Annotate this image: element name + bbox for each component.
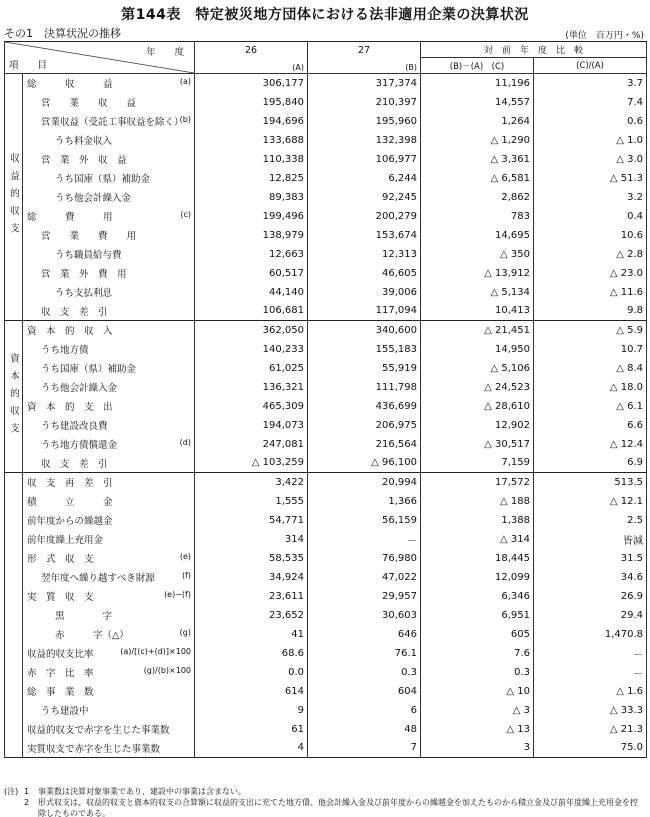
cell-c: △ 1,290 <box>421 131 534 150</box>
table-row <box>5 492 647 511</box>
row-label-text: 営 業 外 収 益 <box>41 155 127 166</box>
cell-b: 317,374 <box>308 74 421 93</box>
row-note: (a) <box>179 77 191 86</box>
footnotes <box>4 786 646 817</box>
cell-d: △ 51.3 <box>534 169 647 188</box>
cell-c: △ 3 <box>421 701 534 720</box>
cell-c: 12,902 <box>421 416 534 435</box>
row-label-text: 実質収支で赤字を生じた事業数 <box>27 743 161 755</box>
cell-b: 210,397 <box>308 93 421 112</box>
cell-d: 29.4 <box>534 606 647 625</box>
row-label <box>23 302 195 321</box>
cell-a: 58,535 <box>195 549 308 568</box>
cell-b: 12,313 <box>308 245 421 264</box>
row-label <box>23 188 195 207</box>
cell-a: 3,422 <box>195 473 308 492</box>
row-label-text: 翌年度へ繰り越すべき財源 <box>41 573 155 584</box>
cell-d: △ 8.4 <box>534 359 647 378</box>
row-label-text: うち他会計繰入金 <box>55 193 132 204</box>
row-label-text: 収 支 差 引 <box>41 306 108 318</box>
row-label <box>23 625 195 644</box>
cell-c: △ 13,912 <box>421 264 534 283</box>
cell-a: 60,517 <box>195 264 308 283</box>
row-label <box>23 93 195 112</box>
row-label <box>23 606 195 625</box>
cell-a: 61,025 <box>195 359 308 378</box>
row-label <box>23 530 195 549</box>
cell-c: 11,196 <box>421 74 534 93</box>
cell-a: 61 <box>195 720 308 739</box>
cell-a: 110,338 <box>195 150 308 169</box>
cell-d: 10.6 <box>534 226 647 245</box>
cell-a: 54,771 <box>195 511 308 530</box>
table-row <box>5 321 647 340</box>
cell-a: 34,924 <box>195 568 308 587</box>
table-row <box>5 454 647 473</box>
cell-c: △ 30,517 <box>421 435 534 454</box>
header-comp-diff: (B)－(A) (C) <box>421 58 534 74</box>
cell-d: － <box>534 663 647 682</box>
header-comparison: 対 前 年 度 比 較 <box>421 42 647 58</box>
cell-d: 皆減 <box>534 530 647 549</box>
unit-label: (単位 百万円・%) <box>565 31 644 41</box>
cell-c: △ 28,610 <box>421 397 534 416</box>
table-row <box>5 245 647 264</box>
table-row <box>5 264 647 283</box>
cell-a: 140,233 <box>195 340 308 359</box>
row-label <box>23 245 195 264</box>
cell-a: 12,825 <box>195 169 308 188</box>
row-label <box>23 207 195 226</box>
table-row <box>5 340 647 359</box>
cell-c: 7.6 <box>421 644 534 663</box>
cell-d: △ 3.0 <box>534 150 647 169</box>
row-label <box>23 359 195 378</box>
row-label-text: うち料金収入 <box>55 136 113 147</box>
cell-b: 39,006 <box>308 283 421 302</box>
cell-c: 605 <box>421 625 534 644</box>
table-row <box>5 625 647 644</box>
cell-d: 6.9 <box>534 454 647 473</box>
row-label-text: 赤 字（△） <box>55 630 129 641</box>
row-label <box>23 492 195 511</box>
row-label <box>23 739 195 758</box>
cell-a: 12,663 <box>195 245 308 264</box>
cell-d: 0.6 <box>534 112 647 131</box>
cell-d: 6.6 <box>534 416 647 435</box>
cell-d: 26.9 <box>534 587 647 606</box>
header-col-a-tag: (A) <box>292 63 304 72</box>
row-note: (g) <box>179 627 191 637</box>
table-row <box>5 549 647 568</box>
cell-c: 14,557 <box>421 93 534 112</box>
table-row <box>5 169 647 188</box>
row-label <box>23 378 195 397</box>
cell-c: 1,388 <box>421 511 534 530</box>
cell-b: 200,279 <box>308 207 421 226</box>
row-label <box>23 473 195 492</box>
cell-b: 155,183 <box>308 340 421 359</box>
cell-a: 23,611 <box>195 587 308 606</box>
row-label-text: 前年度繰上充用金 <box>27 535 104 546</box>
row-label <box>23 264 195 283</box>
table-row <box>5 739 647 758</box>
cell-b: 29,957 <box>308 587 421 606</box>
table-row <box>5 397 647 416</box>
cell-a: △ 103,259 <box>195 454 308 473</box>
row-label <box>23 397 195 416</box>
row-label <box>23 454 195 473</box>
row-note: (a)/[(c)+(d)]×100 <box>120 646 191 656</box>
table-row <box>5 131 647 150</box>
row-label-text: 総 事 業 数 <box>27 687 94 698</box>
row-label-text: 総 費 用 <box>27 212 113 223</box>
cell-c: 10,413 <box>421 302 534 321</box>
cell-b: 0.3 <box>308 663 421 682</box>
row-label <box>23 112 195 131</box>
cell-a: 306,177 <box>195 74 308 93</box>
cell-d: 2.5 <box>534 511 647 530</box>
row-label-text: 営業収益（受託工事収益を除く） <box>41 117 184 128</box>
page-title: 第144表 特定被災地方団体における法非適用企業の決算状況 <box>121 7 529 23</box>
cell-b: 340,600 <box>308 321 421 340</box>
table-row <box>5 74 647 93</box>
cell-d: △ 18.0 <box>534 378 647 397</box>
header-col-a <box>195 42 308 74</box>
cell-d: 75.0 <box>534 739 647 758</box>
row-label-text: 黒 字 <box>55 611 113 622</box>
cell-a: 106,681 <box>195 302 308 321</box>
table-row <box>5 188 647 207</box>
row-label-text: うち国庫（県）補助金 <box>41 364 137 375</box>
row-note: (e) <box>179 551 191 561</box>
cell-d: △ 12.1 <box>534 492 647 511</box>
cell-c: 1,264 <box>421 112 534 131</box>
cell-d: △ 5.9 <box>534 321 647 340</box>
cell-d: △ 6.1 <box>534 397 647 416</box>
row-label-text: うち地方債 <box>41 345 89 356</box>
table-row <box>5 226 647 245</box>
cell-c: △ 5,106 <box>421 359 534 378</box>
cell-c: 17,572 <box>421 473 534 492</box>
table-row <box>5 93 647 112</box>
row-note: (c) <box>180 209 191 219</box>
cell-d: 31.5 <box>534 549 647 568</box>
cell-c: △ 3,361 <box>421 150 534 169</box>
row-label-text: 積 立 金 <box>27 497 113 508</box>
cell-a: 247,081 <box>195 435 308 454</box>
header-row-1 <box>5 42 647 58</box>
row-label <box>23 340 195 359</box>
row-label <box>23 131 195 150</box>
footnote-key: (注) <box>4 787 19 796</box>
row-label-text: 収 支 差 引 <box>41 458 108 470</box>
cell-b: 646 <box>308 625 421 644</box>
table-row <box>5 511 647 530</box>
row-label-text: 収益的収支比率 <box>27 649 94 660</box>
table-row <box>5 378 647 397</box>
cell-b: 6 <box>308 701 421 720</box>
cell-d: 34.6 <box>534 568 647 587</box>
row-label-text: うち国庫（県）補助金 <box>55 174 151 185</box>
cell-b: 106,977 <box>308 150 421 169</box>
cell-b: 56,159 <box>308 511 421 530</box>
cell-a: 44,140 <box>195 283 308 302</box>
cell-a: 194,073 <box>195 416 308 435</box>
cell-a: 4 <box>195 739 308 758</box>
row-label-text: 前年度からの繰越金 <box>27 516 113 527</box>
row-label-text: 実 質 収 支 <box>27 592 94 603</box>
table-row <box>5 720 647 739</box>
cell-d: 10.7 <box>534 340 647 359</box>
cell-d: △ 1.6 <box>534 682 647 701</box>
cell-c: △ 10 <box>421 682 534 701</box>
footnote-1 <box>4 786 646 797</box>
cell-d: 513.5 <box>534 473 647 492</box>
cell-d: 3.2 <box>534 188 647 207</box>
row-label <box>23 587 195 606</box>
cell-c: △ 188 <box>421 492 534 511</box>
row-label <box>23 283 195 302</box>
row-label-text: うち建設改良費 <box>41 421 108 432</box>
cell-b: 20,994 <box>308 473 421 492</box>
row-label <box>23 568 195 587</box>
cell-b: － <box>308 530 421 549</box>
row-label-text: 収 支 再 差 引 <box>27 478 113 490</box>
cell-c: 2,862 <box>421 188 534 207</box>
row-label-text: 営 業 外 費 用 <box>41 269 127 280</box>
cell-d: 0.4 <box>534 207 647 226</box>
cell-c: △ 350 <box>421 245 534 264</box>
cell-c: △ 13 <box>421 720 534 739</box>
cell-c: 783 <box>421 207 534 226</box>
cell-d: △ 21.3 <box>534 720 647 739</box>
footnote-number: 1 <box>24 787 30 796</box>
header-corner <box>5 42 195 74</box>
cell-b: 436,699 <box>308 397 421 416</box>
section-side-label: 収益的収支 <box>5 74 23 321</box>
row-label-text: うち支払利息 <box>55 288 113 299</box>
cell-b: 7 <box>308 739 421 758</box>
cell-d: △ 12.4 <box>534 435 647 454</box>
cell-c: 3 <box>421 739 534 758</box>
settlement-table <box>4 41 647 758</box>
row-label-text: 営 業 費 用 <box>41 231 137 242</box>
section-side-label: 資本的収支 <box>5 321 23 473</box>
header-col-a-year: 26 <box>244 45 258 56</box>
header-col-b <box>308 42 421 74</box>
row-label <box>23 549 195 568</box>
cell-c: △ 6,581 <box>421 169 534 188</box>
cell-c: 0.3 <box>421 663 534 682</box>
row-label <box>23 644 195 663</box>
row-note: (d) <box>179 437 191 447</box>
footnote-2 <box>4 797 646 817</box>
row-label-text: うち他会計繰入金 <box>41 383 118 394</box>
row-label <box>23 701 195 720</box>
row-label <box>23 720 195 739</box>
cell-b: 604 <box>308 682 421 701</box>
row-note: (f) <box>181 570 191 580</box>
row-label <box>23 682 195 701</box>
header-comp-ratio: (C)/(A) <box>534 58 647 74</box>
header-col-b-year: 27 <box>357 45 371 56</box>
cell-a: 0.0 <box>195 663 308 682</box>
cell-b: 48 <box>308 720 421 739</box>
cell-d: △ 2.8 <box>534 245 647 264</box>
table-row <box>5 150 647 169</box>
table-row <box>5 283 647 302</box>
row-label-text: うち建設中 <box>41 706 89 717</box>
row-label-text: 資 本 的 収 入 <box>27 326 113 338</box>
cell-d: △ 11.6 <box>534 283 647 302</box>
cell-a: 195,840 <box>195 93 308 112</box>
row-label <box>23 74 195 93</box>
cell-a: 136,321 <box>195 378 308 397</box>
table-row <box>5 682 647 701</box>
table-row <box>5 568 647 587</box>
cell-c: 18,445 <box>421 549 534 568</box>
row-label-text: 形 式 収 支 <box>27 554 94 565</box>
cell-b: 55,919 <box>308 359 421 378</box>
cell-a: 1,555 <box>195 492 308 511</box>
row-label <box>23 511 195 530</box>
cell-b: 6,244 <box>308 169 421 188</box>
cell-b: 216,564 <box>308 435 421 454</box>
row-label <box>23 435 195 454</box>
cell-d: 7.4 <box>534 93 647 112</box>
row-label-text: 赤 字 比 率 <box>27 668 94 679</box>
row-note: (e)−(f) <box>164 589 191 599</box>
header-year-label: 年 度 <box>145 47 184 58</box>
cell-a: 133,688 <box>195 131 308 150</box>
cell-d: 9.8 <box>534 302 647 321</box>
table-row <box>5 302 647 321</box>
table-row <box>5 207 647 226</box>
cell-c: 6,951 <box>421 606 534 625</box>
cell-d: △ 23.0 <box>534 264 647 283</box>
row-label-text: 資 本 的 支 出 <box>27 402 113 413</box>
table-row <box>5 435 647 454</box>
row-note: (b) <box>179 114 191 124</box>
table-row <box>5 701 647 720</box>
table-row <box>5 416 647 435</box>
cell-b: 195,960 <box>308 112 421 131</box>
cell-a: 362,050 <box>195 321 308 340</box>
row-label-text: うち地方債償還金 <box>41 440 118 451</box>
table-row <box>5 587 647 606</box>
cell-a: 194,696 <box>195 112 308 131</box>
table-row <box>5 663 647 682</box>
row-label <box>23 321 195 340</box>
row-label-text: 営 業 収 益 <box>41 98 137 109</box>
cell-b: 1,366 <box>308 492 421 511</box>
cell-a: 68.6 <box>195 644 308 663</box>
row-label <box>23 169 195 188</box>
cell-a: 199,496 <box>195 207 308 226</box>
footnote-text: 事業数は決算対象事業であり、建設中の事業は含まない。 <box>38 787 246 796</box>
table-row <box>5 530 647 549</box>
cell-a: 138,979 <box>195 226 308 245</box>
section-side-label <box>5 473 23 758</box>
cell-d: － <box>534 644 647 663</box>
cell-c: △ 21,451 <box>421 321 534 340</box>
cell-c: 14,950 <box>421 340 534 359</box>
cell-a: 614 <box>195 682 308 701</box>
cell-d: 3.7 <box>534 74 647 93</box>
cell-a: 41 <box>195 625 308 644</box>
cell-b: 111,798 <box>308 378 421 397</box>
cell-a: 9 <box>195 701 308 720</box>
cell-b: 92,245 <box>308 188 421 207</box>
cell-c: 14,695 <box>421 226 534 245</box>
cell-a: 465,309 <box>195 397 308 416</box>
cell-b: 76.1 <box>308 644 421 663</box>
row-label <box>23 416 195 435</box>
row-label <box>23 663 195 682</box>
row-label-text: 総 収 益 <box>27 79 113 91</box>
cell-c: 6,346 <box>421 587 534 606</box>
cell-d: △ 33.3 <box>534 701 647 720</box>
cell-c: △ 24,523 <box>421 378 534 397</box>
table-row <box>5 606 647 625</box>
cell-c: △ 314 <box>421 530 534 549</box>
header-col-b-tag: (B) <box>405 63 417 72</box>
footnote-number: 2 <box>24 798 30 807</box>
cell-b: △ 96,100 <box>308 454 421 473</box>
cell-d: 1,470.8 <box>534 625 647 644</box>
cell-b: 117,094 <box>308 302 421 321</box>
row-label-text: うち職員給与費 <box>55 250 122 261</box>
row-label-text: 収益的収支で赤字を生じた事業数 <box>27 725 170 736</box>
row-label <box>23 150 195 169</box>
cell-d: △ 1.0 <box>534 131 647 150</box>
table-row <box>5 359 647 378</box>
cell-b: 46,605 <box>308 264 421 283</box>
cell-c: △ 5,134 <box>421 283 534 302</box>
cell-a: 89,383 <box>195 188 308 207</box>
table-row <box>5 644 647 663</box>
row-label <box>23 226 195 245</box>
cell-a: 23,652 <box>195 606 308 625</box>
subtitle: その1 決算状況の推移 <box>4 27 121 40</box>
table-row <box>5 112 647 131</box>
table-row <box>5 473 647 492</box>
cell-b: 206,975 <box>308 416 421 435</box>
cell-b: 76,980 <box>308 549 421 568</box>
cell-b: 153,674 <box>308 226 421 245</box>
cell-b: 132,398 <box>308 131 421 150</box>
cell-c: 12,099 <box>421 568 534 587</box>
table-body <box>5 42 647 758</box>
cell-b: 47,022 <box>308 568 421 587</box>
footnote-text: 形式収支は、収益的収支と資本的収支の合算額に収益的支出に充てた地方債、他会計繰入金及び前年度からの繰越金を加えたものから積立金及び前年度繰上充用金を控除したものである。 <box>38 798 638 817</box>
row-note: (g)/(b)×100 <box>143 665 191 675</box>
cell-b: 30,603 <box>308 606 421 625</box>
cell-a: 314 <box>195 530 308 549</box>
header-item-label: 項 目 <box>9 60 48 71</box>
cell-c: 7,159 <box>421 454 534 473</box>
